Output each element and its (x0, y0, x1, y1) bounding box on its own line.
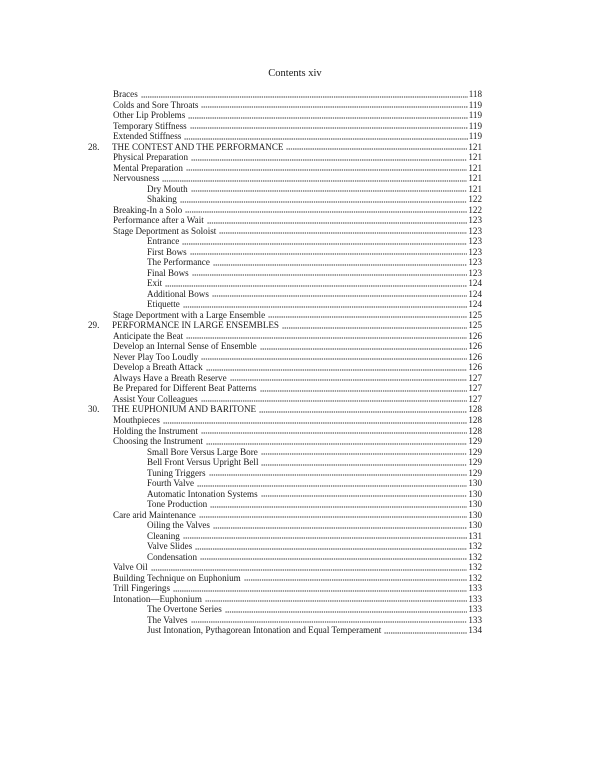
toc-page-number: 123 (468, 225, 482, 236)
toc-entry-label: Care arid Maintenance (113, 509, 196, 520)
toc-page-number: 123 (468, 246, 482, 257)
toc-page-number: 130 (468, 478, 482, 489)
table-of-contents (88, 89, 482, 636)
toc-entry-label: Additional Bows (147, 288, 209, 299)
toc-entry[interactable] (88, 426, 482, 437)
toc-entry-label: The Overtone Series (147, 604, 222, 615)
dot-leader (163, 422, 467, 424)
dot-leader (151, 569, 468, 571)
toc-page-number: 119 (468, 120, 482, 131)
toc-page-number: 121 (468, 183, 482, 194)
dot-leader (197, 485, 467, 487)
toc-entry[interactable] (88, 331, 482, 342)
dot-leader (200, 558, 467, 560)
toc-entry-label: Oiling the Valves (147, 520, 210, 531)
toc-page-number: 126 (468, 341, 482, 352)
toc-entry[interactable] (88, 468, 482, 479)
toc-entry-label: Assist Your Colleagues (113, 393, 198, 404)
toc-page-number: 127 (468, 383, 482, 394)
dot-leader (190, 253, 468, 255)
toc-entry-label: Tone Production (147, 499, 208, 510)
toc-entry-label: Shaking (147, 194, 177, 205)
dot-leader (190, 127, 468, 129)
dot-leader (213, 264, 467, 266)
toc-entry-label: Never Play Too Loudly (113, 351, 199, 362)
toc-entry-label: Automatic Intonation Systems (147, 488, 258, 499)
toc-entry[interactable] (88, 510, 482, 521)
toc-page-number: 129 (468, 446, 482, 457)
toc-entry[interactable] (88, 573, 482, 584)
toc-entry-label: PERFORMANCE IN LARGE ENSEMBLES (112, 320, 279, 331)
toc-entry[interactable] (88, 383, 482, 394)
toc-page-number: 121 (468, 141, 482, 152)
dot-leader (191, 190, 468, 192)
toc-entry[interactable] (88, 310, 482, 321)
dot-leader (180, 201, 468, 203)
toc-entry-label: Anticipate the Beat (113, 330, 184, 341)
toc-entry[interactable] (88, 299, 482, 310)
toc-page-number: 130 (468, 520, 482, 531)
dot-leader (213, 527, 467, 529)
dot-leader (286, 148, 467, 150)
dot-leader (230, 379, 468, 381)
toc-entry-label: Holding the Instrument (113, 425, 198, 436)
dot-leader (183, 306, 468, 308)
dot-leader (183, 537, 468, 539)
dot-leader (282, 327, 467, 329)
toc-entry-label: Final Bows (147, 267, 189, 278)
toc-page-number: 132 (468, 572, 482, 583)
page-header: Contents xiv (268, 68, 322, 79)
toc-entry-label: Other Lip Problems (113, 110, 186, 121)
toc-entry-label: Develop an Internal Sense of Ensemble (113, 341, 257, 352)
dot-leader (261, 495, 468, 497)
toc-entry-label: Always Have a Breath Reserve (113, 372, 227, 383)
toc-entry-label: Exit (147, 278, 163, 289)
dot-leader (260, 390, 468, 392)
toc-entry-label: Small Bore Versus Large Bore (147, 446, 258, 457)
toc-page-number: 126 (468, 351, 482, 362)
toc-entry[interactable] (88, 436, 482, 447)
toc-chapter-number: 30. (88, 404, 100, 415)
toc-entry-label: Be Prepared for Different Beat Patterns (113, 383, 257, 394)
dot-leader (184, 138, 467, 140)
toc-entry-label: Building Technique on Euphonium (113, 572, 241, 583)
toc-entry[interactable] (88, 604, 482, 615)
toc-page-number: 119 (468, 99, 482, 110)
toc-entry-label: THE EUPHONIUM AND BARITONE (112, 404, 257, 415)
toc-entry[interactable] (88, 131, 482, 142)
toc-page-number: 125 (468, 320, 482, 331)
toc-page-number: 132 (468, 551, 482, 562)
toc-page-number: 122 (468, 204, 482, 215)
toc-entry[interactable] (88, 447, 482, 458)
toc-entry[interactable] (88, 89, 482, 100)
toc-page-number: 129 (468, 467, 482, 478)
dot-leader (186, 337, 467, 339)
toc-entry[interactable] (88, 152, 482, 163)
toc-page-number: 121 (468, 173, 482, 184)
toc-entry-label: Fourth Valve (147, 478, 195, 489)
toc-entry[interactable] (88, 194, 482, 205)
toc-entry[interactable] (88, 552, 482, 563)
dot-leader (186, 169, 467, 171)
toc-page-number: 119 (468, 110, 482, 121)
toc-entry[interactable] (88, 625, 482, 636)
toc-entry[interactable] (88, 594, 482, 605)
toc-page-number: 126 (468, 362, 482, 373)
toc-page-number: 125 (468, 309, 482, 320)
toc-entry-label: Mouthpieces (113, 414, 160, 425)
toc-page-number: 128 (468, 404, 482, 415)
toc-page-number: 122 (468, 194, 482, 205)
dot-leader (185, 211, 467, 213)
toc-page-number: 134 (468, 625, 482, 636)
toc-entry-label: Extended Stiffness (113, 131, 182, 142)
toc-entry[interactable] (88, 531, 482, 542)
dot-leader (192, 274, 468, 276)
dot-leader (191, 159, 467, 161)
toc-entry-label: Bell Front Versus Upright Bell (147, 457, 259, 468)
toc-entry[interactable] (88, 615, 482, 626)
toc-entry[interactable] (88, 394, 482, 405)
toc-entry[interactable] (88, 215, 482, 226)
toc-page-number: 130 (468, 488, 482, 499)
toc-entry-label: Intonation—Euphonium (113, 593, 202, 604)
toc-chapter-number: 29. (88, 320, 100, 331)
dot-leader (260, 348, 468, 350)
toc-entry-label: Physical Preparation (113, 152, 189, 163)
dot-leader (195, 548, 467, 550)
dot-leader (261, 464, 467, 466)
toc-entry[interactable] (88, 478, 482, 489)
toc-entry-label: Breaking-In a Solo (113, 204, 183, 215)
dot-leader (261, 453, 468, 455)
toc-entry[interactable] (88, 457, 482, 468)
toc-page-number: 124 (468, 299, 482, 310)
toc-page-number: 133 (468, 604, 482, 615)
toc-entry-label: Trill Fingerings (113, 583, 171, 594)
toc-page-number: 119 (468, 131, 482, 142)
toc-page-number: 123 (468, 267, 482, 278)
toc-page-number: 124 (468, 278, 482, 289)
toc-entry[interactable] (88, 289, 482, 300)
toc-page-number: 118 (468, 89, 482, 99)
toc-entry[interactable] (88, 247, 482, 258)
toc-entry-label: Develop a Breath Attack (113, 362, 203, 373)
toc-entry[interactable] (88, 373, 482, 384)
toc-page-number: 132 (468, 541, 482, 552)
dot-leader (209, 474, 468, 476)
dot-leader (219, 232, 467, 234)
dot-leader (206, 369, 468, 371)
toc-entry[interactable] (88, 268, 482, 279)
toc-entry[interactable] (88, 257, 482, 268)
toc-entry[interactable] (88, 205, 482, 216)
toc-page-number: 133 (468, 614, 482, 625)
toc-entry-label: Cleaning (147, 530, 180, 541)
toc-page-number: 124 (468, 288, 482, 299)
toc-entry[interactable] (88, 362, 482, 373)
toc-page-number: 129 (468, 457, 482, 468)
toc-entry-label: Valve Slides (147, 541, 193, 552)
toc-entry-label: Condensation (147, 551, 198, 562)
toc-entry-label: Performance after a Wait (113, 215, 204, 226)
toc-entry[interactable] (88, 583, 482, 594)
dot-leader (210, 506, 467, 508)
toc-entry-label: Stage Deportment as Soloist (113, 225, 217, 236)
toc-page-number: 130 (468, 509, 482, 520)
toc-entry[interactable] (88, 352, 482, 363)
toc-entry-label: Valve Oil (113, 562, 148, 573)
toc-entry-label: Temporary Stiffness (113, 120, 187, 131)
toc-page-number: 126 (468, 330, 482, 341)
toc-entry-label: The Valves (147, 614, 188, 625)
dot-leader (201, 358, 467, 360)
toc-entry[interactable] (88, 184, 482, 195)
toc-entry[interactable] (88, 110, 482, 121)
dot-leader (244, 579, 468, 581)
dot-leader (205, 600, 467, 602)
toc-page-number: 130 (468, 499, 482, 510)
toc-page-number: 123 (468, 215, 482, 226)
toc-chapter[interactable] (88, 404, 482, 415)
toc-page-number: 128 (468, 425, 482, 436)
toc-entry-label: The Performance (147, 257, 210, 268)
dot-leader (199, 516, 468, 518)
toc-entry-label: Nervousness (113, 173, 160, 184)
toc-page-number: 128 (468, 414, 482, 425)
dot-leader (141, 96, 468, 98)
toc-entry-label: Dry Mouth (147, 183, 188, 194)
toc-page-number: 123 (468, 257, 482, 268)
toc-entry-label: THE CONTEST AND THE PERFORMANCE (112, 141, 284, 152)
toc-entry[interactable] (88, 415, 482, 426)
toc-entry-label: Entrance (147, 236, 180, 247)
toc-entry[interactable] (88, 541, 482, 552)
toc-entry[interactable] (88, 562, 482, 573)
dot-leader (206, 443, 467, 445)
dot-leader (201, 106, 467, 108)
toc-entry[interactable] (88, 278, 482, 289)
dot-leader (162, 180, 467, 182)
dot-leader (173, 590, 467, 592)
toc-page-number: 131 (468, 530, 482, 541)
toc-entry-label: Stage Deportment with a Large Ensemble (113, 309, 266, 320)
toc-page-number: 121 (468, 162, 482, 173)
toc-entry[interactable] (88, 499, 482, 510)
toc-entry[interactable] (88, 520, 482, 531)
dot-leader (207, 222, 468, 224)
dot-leader (201, 400, 468, 402)
toc-entry-label: Choosing the Instrument (113, 436, 203, 447)
toc-entry[interactable] (88, 163, 482, 174)
toc-entry[interactable] (88, 100, 482, 111)
toc-page-number: 129 (468, 436, 482, 447)
dot-leader (225, 611, 468, 613)
dot-leader (212, 295, 467, 297)
dot-leader (259, 411, 467, 413)
toc-entry-label: Tuning Triggers (147, 467, 206, 478)
dot-leader (182, 243, 467, 245)
toc-page-number: 133 (468, 593, 482, 604)
toc-entry[interactable] (88, 236, 482, 247)
toc-entry-label: Etiquette (147, 299, 180, 310)
toc-entry[interactable] (88, 341, 482, 352)
toc-entry-label: Just Intonation, Pythagorean Intonation and Equal Temperament (147, 625, 382, 636)
toc-chapter[interactable] (88, 320, 482, 331)
toc-page-number: 121 (468, 152, 482, 163)
toc-page-number: 123 (468, 236, 482, 247)
toc-entry[interactable] (88, 489, 482, 500)
toc-entry[interactable] (88, 226, 482, 237)
toc-entry[interactable] (88, 173, 482, 184)
toc-page-number: 127 (468, 372, 482, 383)
toc-page-number: 133 (468, 583, 482, 594)
dot-leader (201, 432, 467, 434)
toc-entry-label: Mental Preparation (113, 162, 183, 173)
toc-chapter-number: 28. (88, 141, 100, 152)
toc-entry-label: Braces (113, 89, 138, 99)
toc-entry-label: Colds and Sore Throats (113, 99, 199, 110)
toc-page-number: 132 (468, 562, 482, 573)
toc-page-number: 127 (468, 393, 482, 404)
dot-leader (165, 285, 467, 287)
toc-entry[interactable] (88, 121, 482, 132)
toc-chapter[interactable] (88, 142, 482, 153)
toc-entry-label: First Bows (147, 246, 187, 257)
dot-leader (268, 316, 467, 318)
dot-leader (191, 621, 468, 623)
dot-leader (384, 632, 467, 634)
dot-leader (188, 117, 467, 119)
